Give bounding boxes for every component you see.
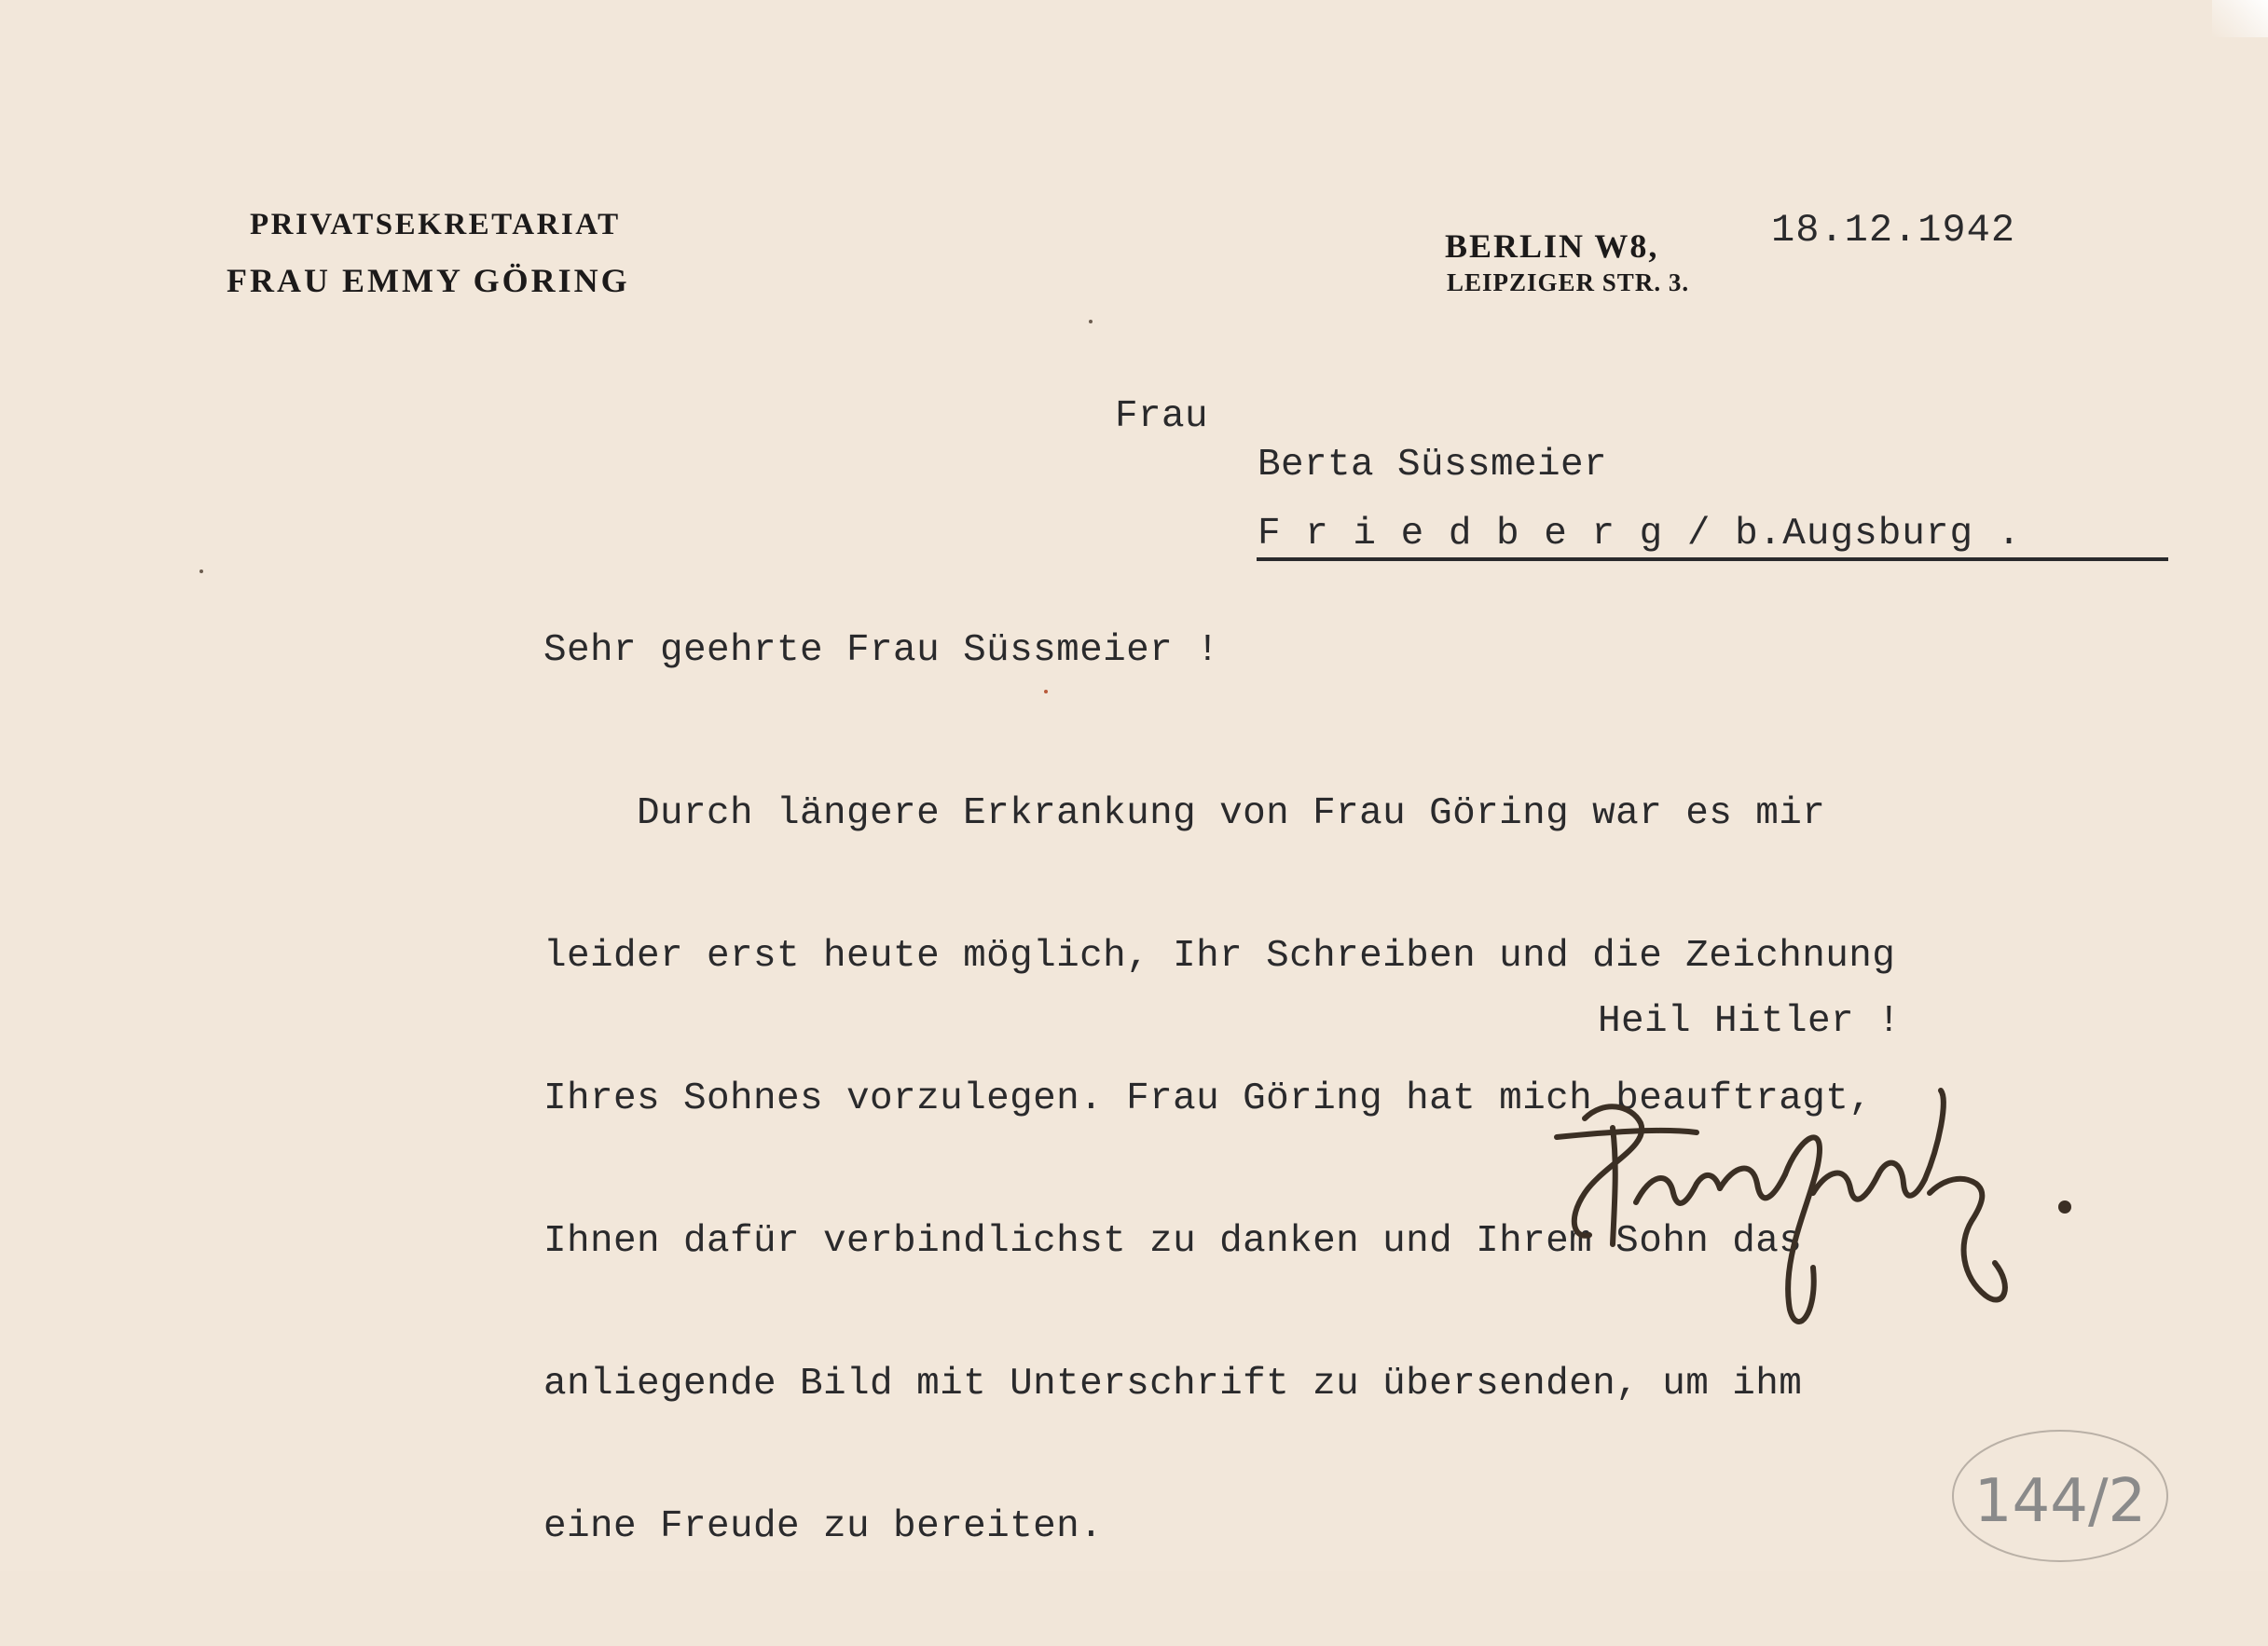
handwritten-signature-icon bbox=[1547, 1081, 2097, 1351]
archive-mark-text: 144/2 bbox=[1973, 1467, 2147, 1536]
paper-speck bbox=[1089, 320, 1093, 323]
body-line: leider erst heute möglich, Ihr Schreiben und die Zeichnung bbox=[543, 935, 1896, 978]
place-underline bbox=[1257, 557, 2168, 561]
letterhead-line-1: PRIVATSEKRETARIAT bbox=[250, 208, 621, 241]
letterhead-street: LEIPZIGER STR. 3. bbox=[1447, 268, 1690, 296]
body-line: Durch längere Erkrankung von Frau Göring war es mir bbox=[543, 792, 1826, 835]
letter-date: 18.12.1942 bbox=[1771, 208, 2016, 253]
letter-closing: Heil Hitler ! bbox=[1598, 1000, 1902, 1043]
recipient-title: Frau bbox=[1115, 395, 1209, 438]
body-line: Ihnen dafür verbindlichst zu danken und Ihrem Sohn das bbox=[543, 1220, 1803, 1263]
body-line: eine Freude zu bereiten. bbox=[543, 1505, 1104, 1548]
recipient-place: F r i e d b e r g / b.Augsburg . bbox=[1258, 513, 2022, 556]
body-line: Ihres Sohnes vorzulegen. Frau Göring hat mich beauftragt, bbox=[543, 1077, 1873, 1120]
paper-speck bbox=[1044, 690, 1048, 693]
letter-greeting: Sehr geehrte Frau Süssmeier ! bbox=[543, 629, 1220, 672]
letterhead-city: BERLIN W8, bbox=[1445, 227, 1659, 265]
letterhead-line-2: FRAU EMMY GÖRING bbox=[227, 262, 630, 299]
recipient-name: Berta Süssmeier bbox=[1258, 444, 1608, 487]
body-line: anliegende Bild mit Unterschrift zu übersenden, um ihm bbox=[543, 1363, 1803, 1406]
archive-mark-stamp bbox=[1939, 1417, 2181, 1571]
paper-speck bbox=[199, 569, 203, 573]
